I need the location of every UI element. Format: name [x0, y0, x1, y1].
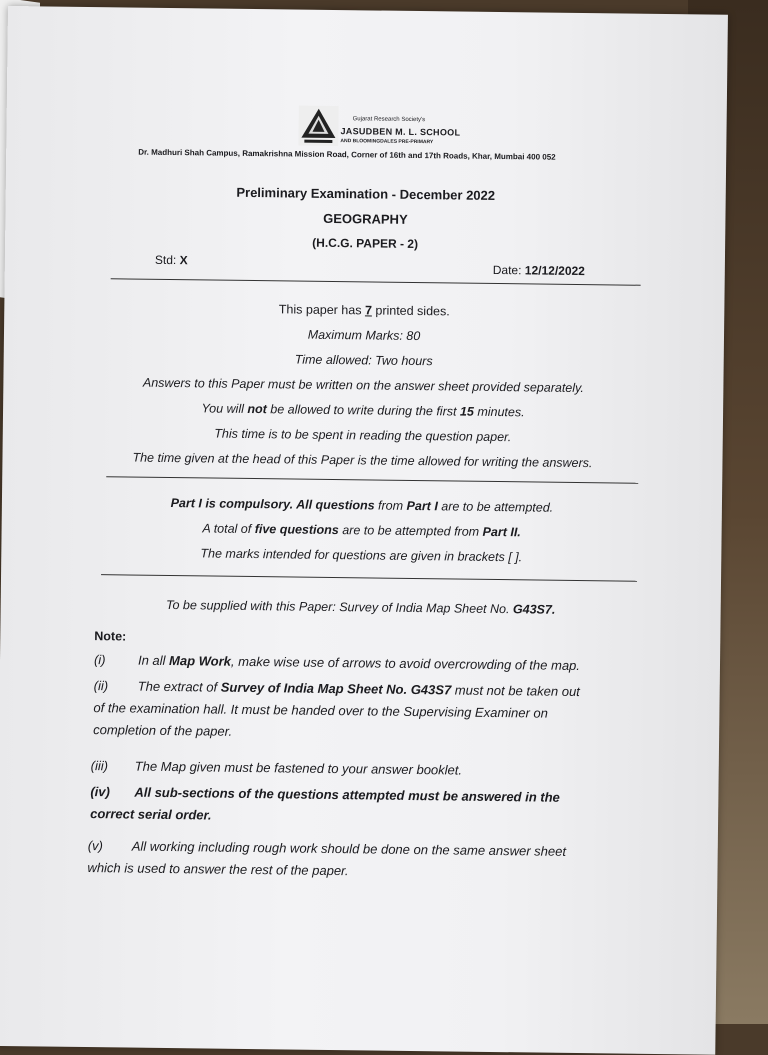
sides-text-b: printed sides. — [371, 303, 450, 319]
school-subtitle: AND BLOOMINGDALES PRE-PRIMARY — [340, 138, 434, 146]
part-two-a: A total of — [202, 521, 255, 537]
supply-text: To be supplied with this Paper: Survey of India Map Sheet No. — [165, 597, 514, 617]
note-5 — [87, 835, 651, 886]
answers-instruction: Answers to this Paper must be written on the answer sheet provided separately. — [142, 375, 584, 396]
note-3-number: (iii) — [90, 758, 109, 774]
writing-restriction — [3, 399, 723, 422]
school-address: Dr. Madhuri Shah Campus, Ramakrishna Mission Road, Corner of 16th and 17th Roads, Khar, Mumbai 400 052 — [138, 147, 556, 162]
note-1-b: Map Work — [169, 653, 232, 669]
subject-title: GEOGRAPHY — [323, 210, 408, 227]
part-one-f: are to be attempted. — [437, 499, 554, 515]
note-2-c: must not be taken out — [451, 682, 580, 700]
part-one-a: Part I — [170, 496, 202, 511]
note-4-line-1: All sub-sections of the questions attempted must be answered in the — [134, 784, 560, 805]
restriction-a: You will — [201, 401, 248, 416]
note-2-a: The extract of — [137, 678, 221, 695]
part-one-c: All questions — [296, 497, 375, 513]
note-5-line-1: All working including rough work should be done on the same answer sheet — [131, 838, 567, 859]
note-1 — [94, 649, 654, 678]
supply-sheet: G43S7. — [512, 602, 556, 617]
note-4-line-2: correct serial order. — [90, 806, 212, 823]
note-2-line-2: of the examination hall. It must be handed over to the Supervising Examiner on — [93, 700, 549, 721]
part-one-d: from — [374, 498, 407, 513]
date-value: 12/12/2022 — [524, 263, 585, 279]
restriction-minutes: 15 — [459, 404, 474, 419]
note-2-b: Survey of India Map Sheet No. G43S7 — [220, 679, 452, 698]
paper-code: (H.C.G. PAPER - 2) — [312, 235, 419, 252]
part-one-rule — [2, 494, 722, 517]
note-1-number: (i) — [93, 652, 106, 668]
sides-text-a: This paper has — [278, 302, 366, 318]
printed-sides — [4, 299, 724, 322]
restriction-c: minutes. — [473, 404, 525, 420]
std-label: Std: — [154, 252, 177, 268]
supply-note — [1, 596, 721, 619]
std-value: X — [179, 253, 188, 268]
note-2-number: (ii) — [93, 678, 109, 694]
restriction-b: be allowed to write during the first — [266, 402, 461, 419]
note-4-number: (iv) — [90, 784, 110, 800]
divider — [101, 574, 637, 582]
note-title: Note: — [94, 629, 127, 644]
school-name: JASUDBEN M. L. SCHOOL — [340, 126, 461, 138]
note-1-c: , make wise use of arrows to avoid overcrowding of the map. — [230, 653, 581, 674]
note-2 — [93, 675, 654, 748]
reading-time: This time is to be spent in reading the question paper. — [214, 426, 512, 445]
note-5-line-2: which is used to answer the rest of the paper. — [87, 860, 349, 879]
society-name: Gujarat Research Society's — [352, 116, 426, 124]
part-two-d: Part II. — [482, 524, 521, 540]
note-3-text: The Map given must be fastened to your answer booklet. — [134, 758, 463, 778]
marks-brackets: The marks intended for questions are given in brackets [ ]. — [200, 546, 523, 565]
part-two-rule — [2, 519, 722, 542]
std-field — [155, 253, 188, 267]
note-5-number: (v) — [87, 838, 104, 854]
restriction-not: not — [247, 401, 267, 417]
exam-title: Preliminary Examination - December 2022 — [236, 184, 496, 203]
time-allowed: Time allowed: Two hours — [294, 352, 433, 369]
divider — [111, 278, 641, 285]
part-two-b: five questions — [254, 522, 339, 538]
part-one-e: Part I — [406, 498, 438, 514]
sides-number: 7 — [364, 303, 373, 318]
note-4 — [90, 781, 650, 832]
part-two-c: are to be attempted from — [338, 523, 483, 539]
part-one-b: is compulsory. — [201, 496, 297, 512]
note-3 — [91, 755, 651, 784]
date-label: Date: — [492, 262, 522, 278]
exam-paper — [0, 6, 728, 1055]
time-given: The time given at the head of this Paper is the time allowed for writing the answers. — [132, 450, 593, 471]
divider — [106, 476, 638, 483]
note-2-line-3: completion of the paper. — [93, 722, 233, 739]
max-marks: Maximum Marks: 80 — [307, 327, 421, 344]
date-field — [493, 263, 585, 278]
note-1-a: In all — [137, 652, 170, 669]
school-logo-icon — [298, 106, 338, 146]
